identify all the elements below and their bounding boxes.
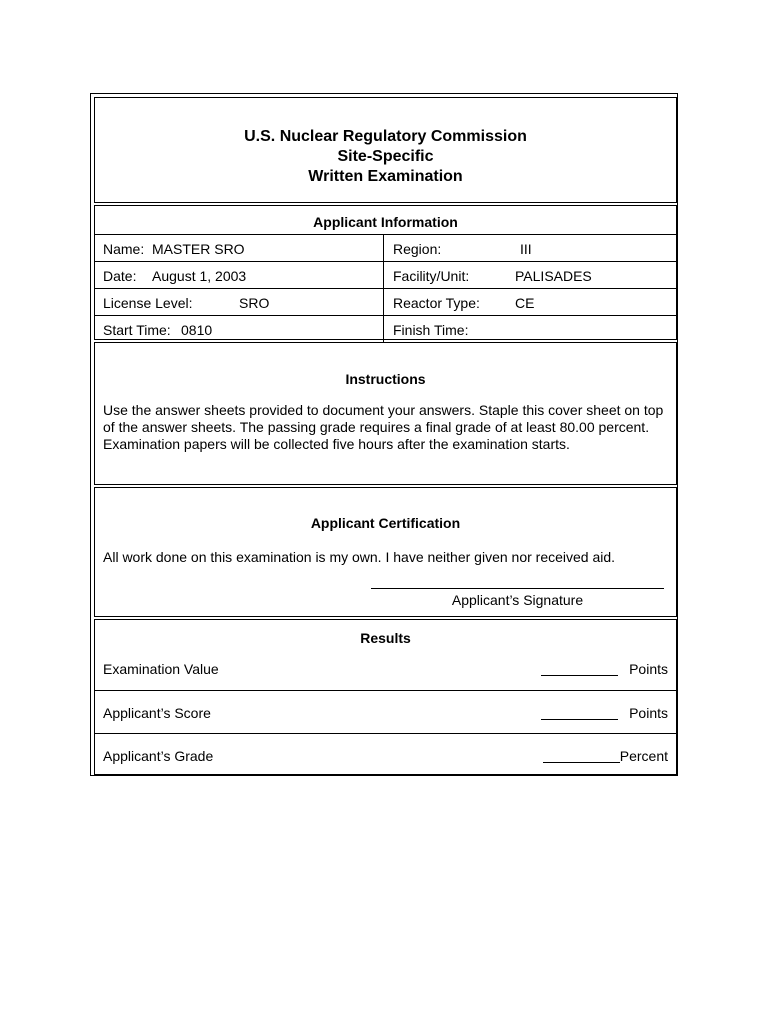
results-heading: Results	[360, 630, 411, 646]
applicant-information-heading: Applicant Information	[313, 214, 458, 230]
instructions-line-3: Examination papers will be collected five hours after the examination starts.	[103, 436, 570, 452]
region-value: III	[520, 241, 532, 257]
region-label: Region:	[393, 241, 442, 257]
title-agency: U.S. Nuclear Regulatory Commission	[244, 128, 527, 145]
license-level-value: SRO	[239, 295, 270, 311]
info-row-name-region	[95, 234, 676, 261]
facility-label: Facility/Unit:	[393, 268, 470, 284]
name-value: MASTER SRO	[152, 241, 245, 257]
applicant-grade-unit: Percent	[619, 748, 668, 764]
name-label: Name:	[103, 241, 145, 257]
instructions-section	[94, 342, 677, 485]
applicant-grade-blank[interactable]	[543, 762, 620, 763]
finish-time-label: Finish Time:	[393, 322, 469, 338]
start-time-value: 0810	[181, 322, 213, 338]
title-block	[94, 97, 677, 203]
reactor-type-value: CE	[515, 295, 535, 311]
info-row-start-finish	[95, 315, 676, 342]
date-value: August 1, 2003	[152, 268, 247, 284]
start-time-label: Start Time:	[103, 322, 171, 338]
certification-heading: Applicant Certification	[310, 515, 461, 531]
date-label: Date:	[103, 268, 137, 284]
signature-label: Applicant’s Signature	[451, 592, 584, 608]
instructions-heading: Instructions	[345, 371, 426, 387]
instructions-line-2: of the answer sheets. The passing grade requires a final grade of at least 80.00 percent.	[103, 419, 650, 435]
column-divider	[383, 316, 384, 342]
column-divider	[383, 262, 384, 288]
result-row-applicant-grade	[95, 733, 676, 777]
column-divider	[383, 289, 384, 315]
info-row-date-facility	[95, 261, 676, 288]
applicant-score-unit: Points	[629, 705, 668, 721]
applicant-score-label: Applicant’s Score	[103, 705, 211, 721]
instructions-text	[103, 402, 668, 453]
result-row-exam-value	[95, 647, 676, 690]
instructions-line-1: Use the answer sheets provided to document your answers. Staple this cover sheet on top	[103, 402, 664, 418]
exam-cover-sheet	[90, 93, 678, 776]
results-section	[94, 619, 677, 775]
license-level-label: License Level:	[103, 295, 193, 311]
exam-value-blank[interactable]	[541, 675, 618, 676]
applicant-grade-label: Applicant’s Grade	[103, 748, 214, 764]
facility-value: PALISADES	[515, 268, 592, 284]
title-written-exam: Written Examination	[308, 168, 463, 185]
applicant-score-blank[interactable]	[541, 719, 618, 720]
info-row-license-reactor	[95, 288, 676, 315]
exam-value-label: Examination Value	[103, 661, 219, 677]
result-row-applicant-score	[95, 690, 676, 734]
column-divider	[383, 235, 384, 261]
applicant-certification-section	[94, 487, 677, 617]
title-site-specific: Site-Specific	[337, 148, 434, 165]
applicant-information-section	[94, 205, 677, 340]
certification-statement: All work done on this examination is my own. I have neither given nor received aid.	[103, 549, 616, 565]
exam-value-unit: Points	[629, 661, 668, 677]
signature-line[interactable]	[371, 588, 664, 589]
reactor-type-label: Reactor Type:	[393, 295, 480, 311]
